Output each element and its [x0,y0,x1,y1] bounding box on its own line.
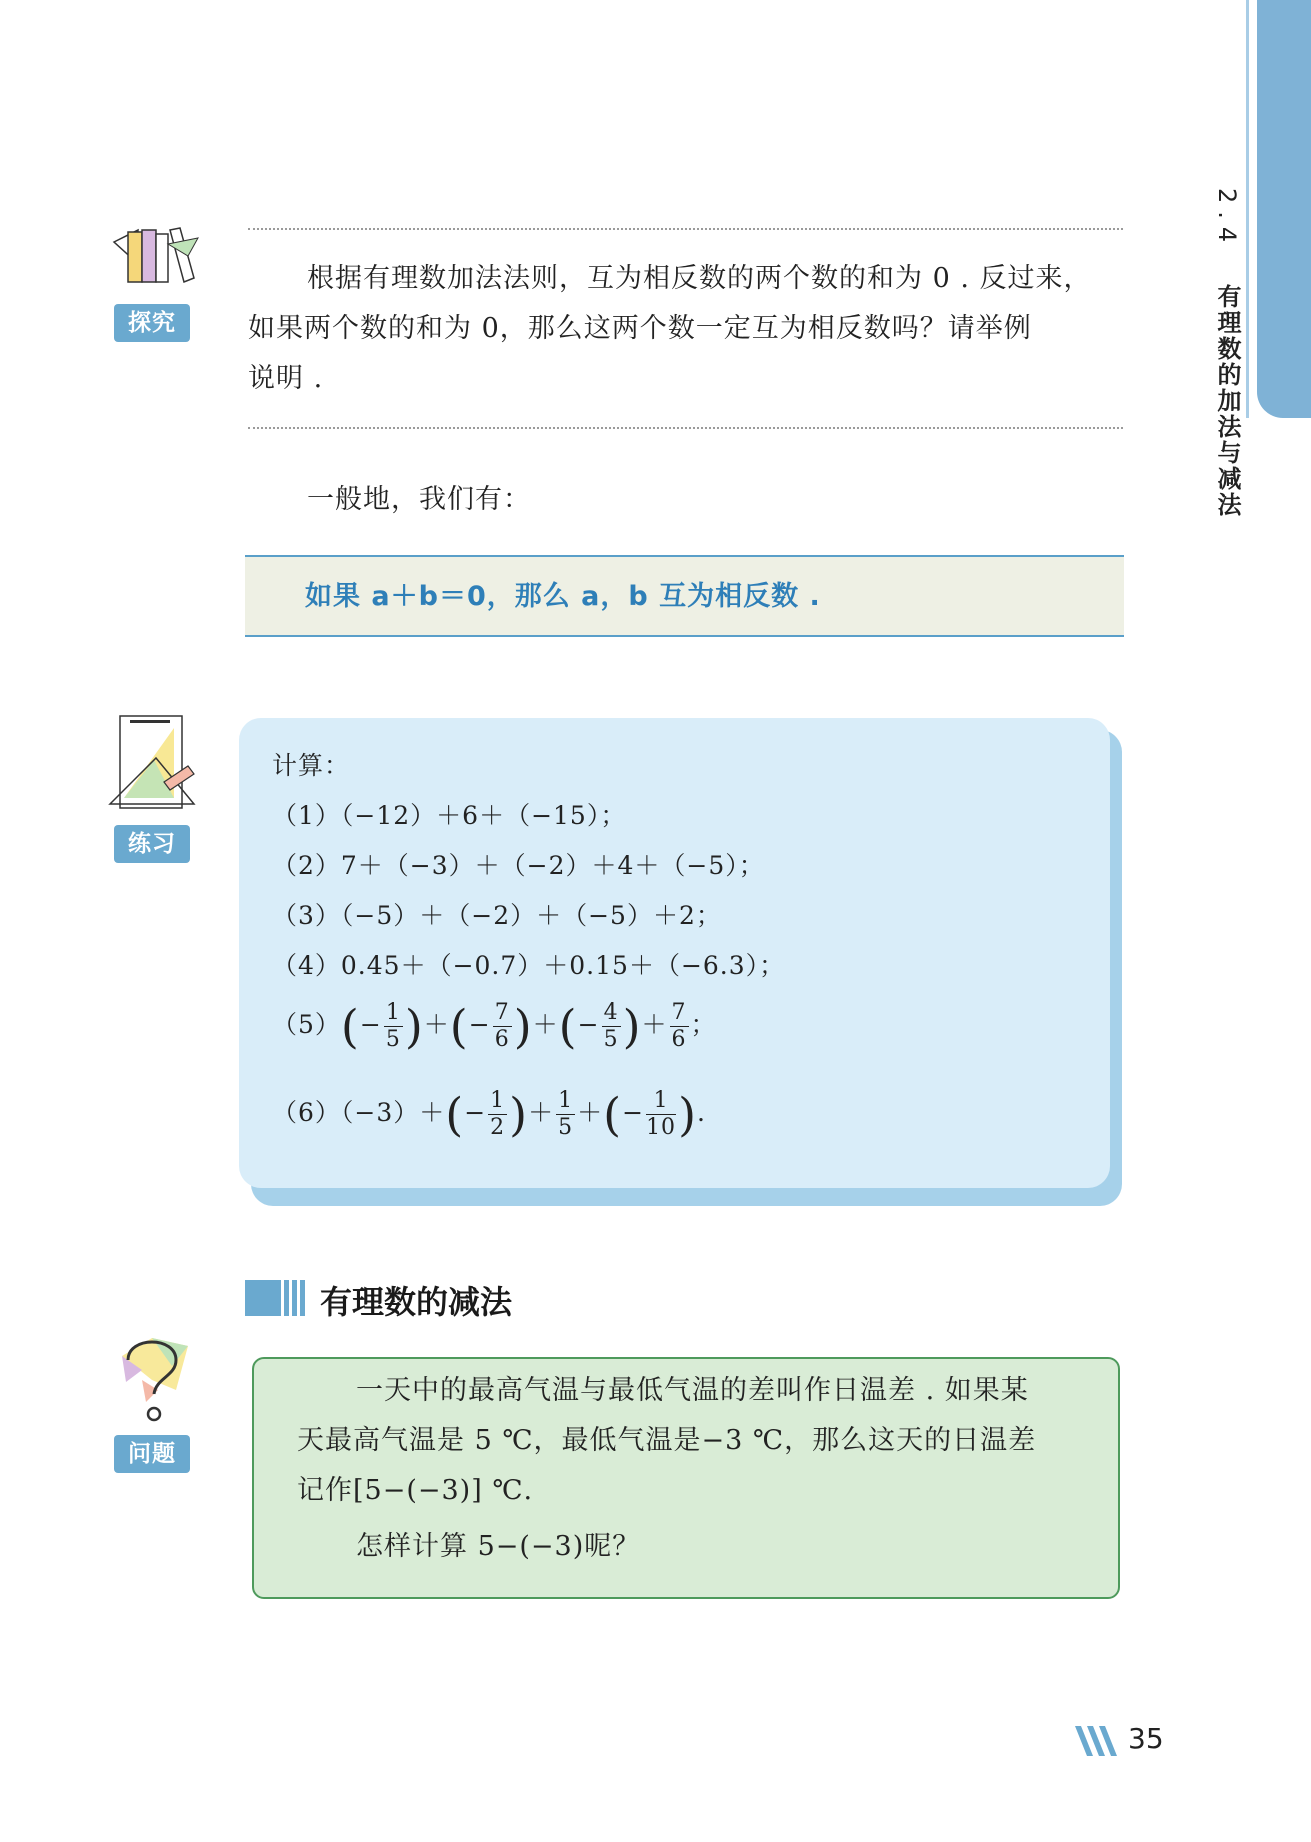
item-5-prefix: （5） [272,1010,341,1039]
explore-line-2: 如果两个数的和为 0，那么这两个数一定互为相反数吗？请举例 [248,313,1032,344]
fraction-1-2: $\frac{1}{2}$ [490,1088,506,1140]
explore-line-3: 说明 . [248,363,324,394]
explore-books-icon [108,222,200,292]
section-title: 有理数的加法与减法 [1213,283,1241,518]
fraction-4-5: $\frac{4}{5}$ [603,1000,619,1052]
explore-label: 探究 [114,304,190,342]
practice-item-3: （3）（−5）＋（−2）＋（−5）＋2； [272,901,722,930]
practice-item-4: （4）0.45＋（−0.7）＋0.15＋（−6.3）； [272,951,786,980]
heading-marker [245,1280,281,1316]
side-tab [1257,0,1311,418]
dotted-divider-top [248,228,1123,230]
rule-text: 如果 a＋b＝0，那么 a，b 互为相反数 . [305,581,821,612]
explore-line-1: 根据有理数加法法则，互为相反数的两个数的和为 0 . 反过来， [307,263,1092,294]
problem-question-icon [112,1330,198,1430]
problem-label: 问题 [114,1435,190,1473]
section-heading: 有理数的减法 [320,1283,513,1321]
problem-line-4: 怎样计算 5−(−3)呢？ [356,1531,641,1562]
practice-title: 计算： [272,751,351,780]
chapter-side-label [1197,188,1245,518]
practice-label: 练习 [114,825,190,863]
practice-item-6: （6）（−3）＋(− $\frac{1}{2}$ )＋ $\frac{1}{5}$ ＋(− $\frac{1}{10}$ ). [272,1087,706,1142]
fraction-1-5-b: $\frac{1}{5}$ [558,1088,574,1140]
side-tab-line [1246,0,1249,418]
heading-stripes [284,1280,308,1320]
page-number-slashes-icon [1075,1724,1125,1758]
page-number: 35 [1128,1722,1164,1755]
practice-item-1: （1）（−12）＋6＋（−15）； [272,801,627,830]
practice-item-2: （2）7＋（−3）＋（−2）＋4＋（−5）； [272,851,765,880]
item-6-prefix: （6）（−3）＋ [272,1098,446,1127]
practice-triangle-ruler-icon [104,708,200,816]
fraction-7-6: $\frac{7}{6}$ [494,1000,510,1052]
fraction-7-6-b: $\frac{7}{6}$ [671,1000,687,1052]
dotted-divider-bottom [248,427,1123,429]
problem-line-3: 记作[5−(−3)] ℃. [297,1475,534,1506]
fraction-1-10: $\frac{1}{10}$ [646,1088,677,1140]
fraction-1-5: $\frac{1}{5}$ [385,1000,401,1052]
general-statement: 一般地，我们有： [307,484,531,515]
practice-item-5: （5）(− $\frac{1}{5}$ )＋(− $\frac{7}{6}$ )＋(− $\frac{4}{5}$ )＋ $\frac{7}{6}$ ； [272,999,717,1054]
problem-line-2: 天最高气温是 5 ℃，最低气温是−3 ℃，那么这天的日温差 [297,1425,1037,1456]
section-number: 2.4 [1213,188,1241,251]
problem-line-1: 一天中的最高气温与最低气温的差叫作日温差 . 如果某 [356,1375,1029,1406]
